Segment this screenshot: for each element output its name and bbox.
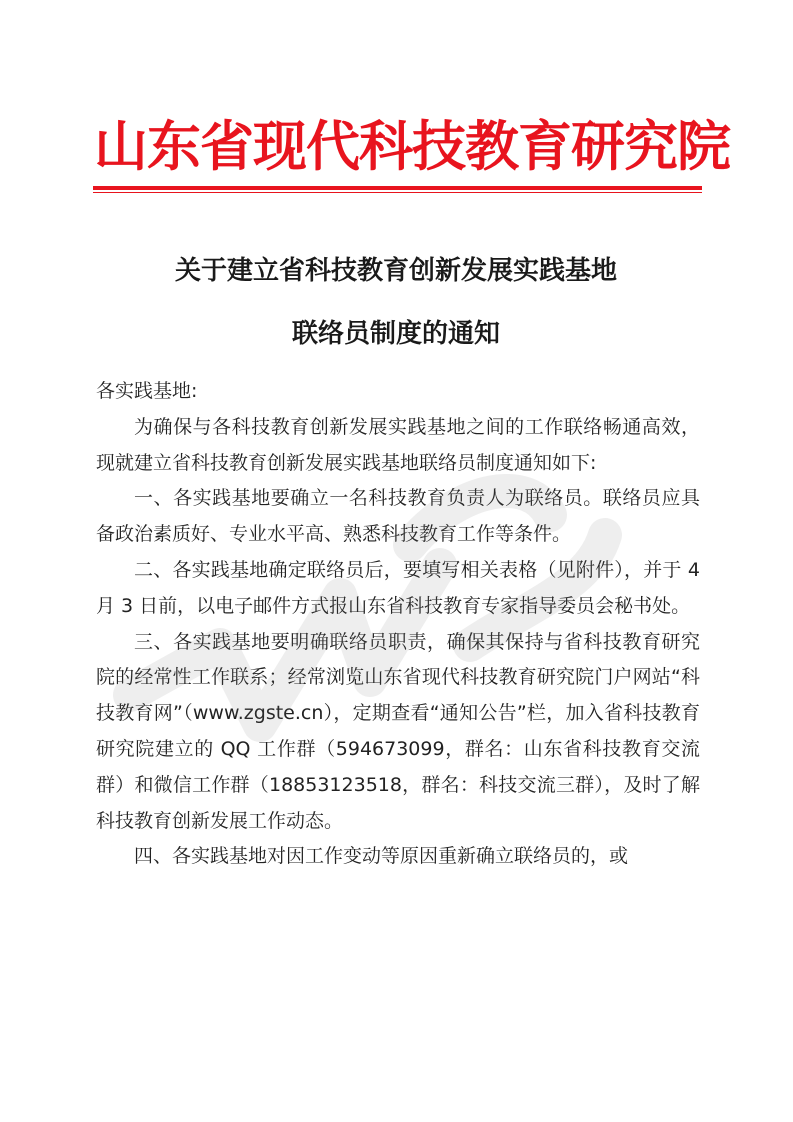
letterhead-rule-thick [93, 186, 702, 190]
body-paragraph-3: 三、各实践基地要明确联络员职责，确保其保持与省科技教育研究院的经常性工作联系；经常浏览山东省现代科技教育研究院门户网站“科技教育网”（www.zgste.cn），定期查看“通知公告”栏，加入省科技教育研究院建立的 QQ 工作群（594673099，群名：山东省科技教育交流群）和微信工作群（18853123518，群名：科技交流三群），及时了解科技教育创新发展工作动态。 [96, 630, 700, 832]
body-paragraph-intro: 为确保与各科技教育创新发展实践基地之间的工作联络畅通高效，现就建立省科技教育创新发展实践基地联络员制度通知如下: [96, 415, 700, 474]
letterhead-org-name: 山东省现代科技教育研究院 [94, 117, 730, 177]
letterhead-rule-thin [93, 192, 702, 193]
body-paragraph-2: 二、各实践基地确定联络员后，要填写相关表格（见附件），并于 4 月 3 日前，以电子邮件方式报山东省科技教育专家指导委员会秘书处。 [96, 558, 700, 617]
document-body [96, 374, 700, 875]
body-paragraph-4: 四、各实践基地对因工作变动等原因重新确立联络员的，或 [134, 845, 629, 868]
salutation: 各实践基地: [96, 380, 198, 402]
document-title-line-1: 关于建立省科技教育创新发展实践基地 [174, 256, 617, 286]
document-title-line-2: 联络员制度的通知 [291, 319, 500, 349]
body-paragraph-1: 一、各实践基地要确立一名科技教育负责人为联络员。联络员应具备政治素质好、专业水平高、熟悉科技教育工作等条件。 [96, 487, 700, 546]
